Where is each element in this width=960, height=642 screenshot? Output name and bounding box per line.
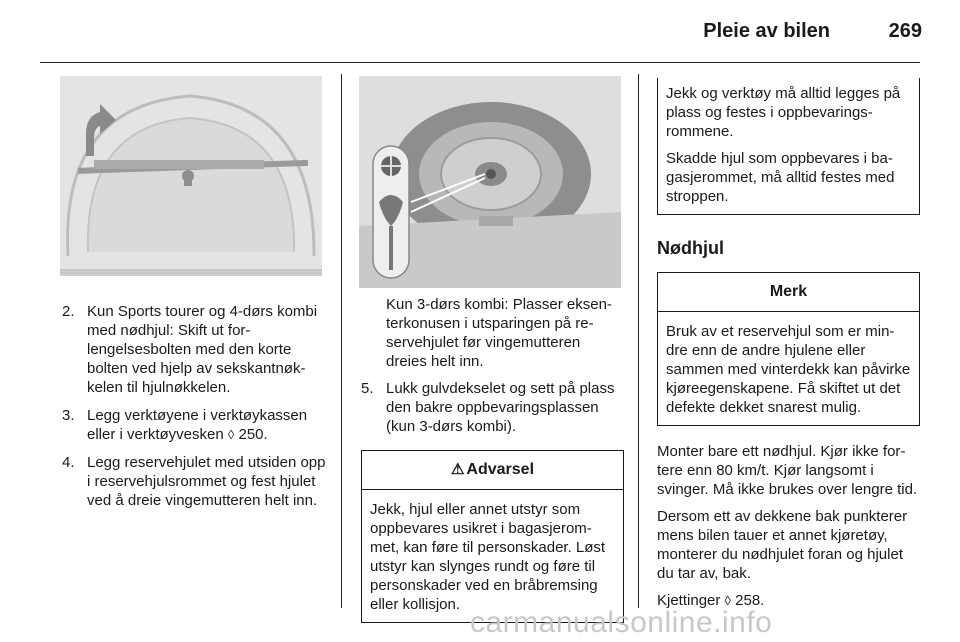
step-number: 5. bbox=[361, 380, 374, 397]
warning-continued-body bbox=[658, 78, 919, 214]
column-divider-right bbox=[638, 74, 639, 608]
page-number: 269 bbox=[888, 20, 922, 42]
step-text: Kun Sports tourer og 4-dørs kombi med nødhjul: Skift ut forlengelsesbolten med den korte bolten ved hjelp av sekskantnøkkelen til hjulnøkkelen. bbox=[87, 303, 318, 396]
spare-wheel-well-illustration bbox=[60, 76, 322, 276]
middle-column bbox=[361, 295, 624, 623]
list-item-step-3 bbox=[62, 406, 327, 444]
step-list-middle bbox=[361, 379, 624, 436]
warning-box-body bbox=[362, 490, 623, 622]
right-column bbox=[657, 78, 920, 618]
warning-title: Advarsel bbox=[466, 461, 535, 478]
section-heading-nodhjul: Nødhjul bbox=[657, 238, 724, 258]
warning-box-continued bbox=[657, 78, 920, 215]
header-rule bbox=[40, 62, 920, 63]
step-text: Lukk gulvdekselet og sett på plass den bakre oppbevaringsplassen (kun 3-dørs kombi). bbox=[386, 380, 615, 435]
column-divider-left bbox=[341, 74, 342, 608]
page-ref-arrow-icon: ◊ bbox=[227, 427, 235, 442]
step-text: Legg reservehjulet med utsiden opp i reservehjulsrommet og fest hjulet ved å dreie vingemutteren helt inn. bbox=[87, 454, 326, 509]
warning-continued-paragraph-2: Skadde hjul som oppbevares i bagasjerommet, må alltid festes med stroppen. bbox=[666, 150, 895, 205]
list-item-step-2 bbox=[62, 302, 327, 397]
body-text bbox=[657, 442, 920, 610]
watermark: carmanualsonline.info bbox=[470, 606, 773, 639]
page-header-title: Pleie av bilen bbox=[703, 20, 830, 42]
note-box-header: Merk bbox=[658, 273, 919, 312]
warning-box bbox=[361, 450, 624, 623]
page-ref-link[interactable]: 250. bbox=[234, 426, 268, 443]
warning-continued-paragraph-1: Jekk og verktøy må alltid legges på plass og festes i oppbevaringsrommene. bbox=[666, 85, 901, 140]
list-item-step-5 bbox=[361, 379, 624, 436]
step-number: 3. bbox=[62, 407, 75, 424]
paragraph-speed-limit: Monter bare ett nødhjul. Kjør ikke fortere enn 80 km/t. Kjør langsomt i svinger. Må ikke brukes over lengre tid. bbox=[657, 443, 918, 498]
step-number: 2. bbox=[62, 303, 75, 320]
spare-wheel-wing-nut-illustration bbox=[359, 76, 621, 288]
step-number: 4. bbox=[62, 454, 75, 471]
page-ref-link[interactable]: 258. bbox=[730, 592, 765, 609]
left-column bbox=[62, 302, 327, 519]
step-text: Legg verktøyene i verktøykassen eller i verktøyvesken bbox=[87, 407, 308, 443]
note-text: Bruk av et reservehjul som er mindre enn de andre hjulene eller sammen med vinterdekk kan påvirke kjøreegenskapene. Få skiftet ut det defekte dekket snarest mulig. bbox=[666, 323, 911, 416]
paragraph-towing: Dersom ett av dekkene bak punkterer mens bilen tauer et annet kjøretøy, monterer du nødhjulet foran og hjulet du tar av, bak. bbox=[657, 508, 908, 582]
note-box bbox=[657, 272, 920, 426]
warning-triangle-icon: ⚠ bbox=[450, 461, 465, 478]
intro-paragraph: Kun 3-dørs kombi: Plasser eksenterkonusen i utsparingen på reservehjulet før vingemutteren dreies helt inn. bbox=[386, 296, 612, 370]
step-list-left bbox=[62, 302, 327, 510]
note-box-body bbox=[658, 312, 919, 425]
chains-label: Kjettinger bbox=[657, 592, 725, 609]
page-ref-arrow-icon: ◊ bbox=[724, 593, 731, 608]
warning-text: Jekk, hjul eller annet utstyr som oppbevares usikret i bagasjerommet, kan føre til personskader. Løst utstyr kan slynges rundt og føre til personskader ved en bråbremsing eller kollisjon. bbox=[370, 501, 606, 613]
list-item-step-4 bbox=[62, 453, 327, 510]
warning-box-header bbox=[362, 451, 623, 490]
